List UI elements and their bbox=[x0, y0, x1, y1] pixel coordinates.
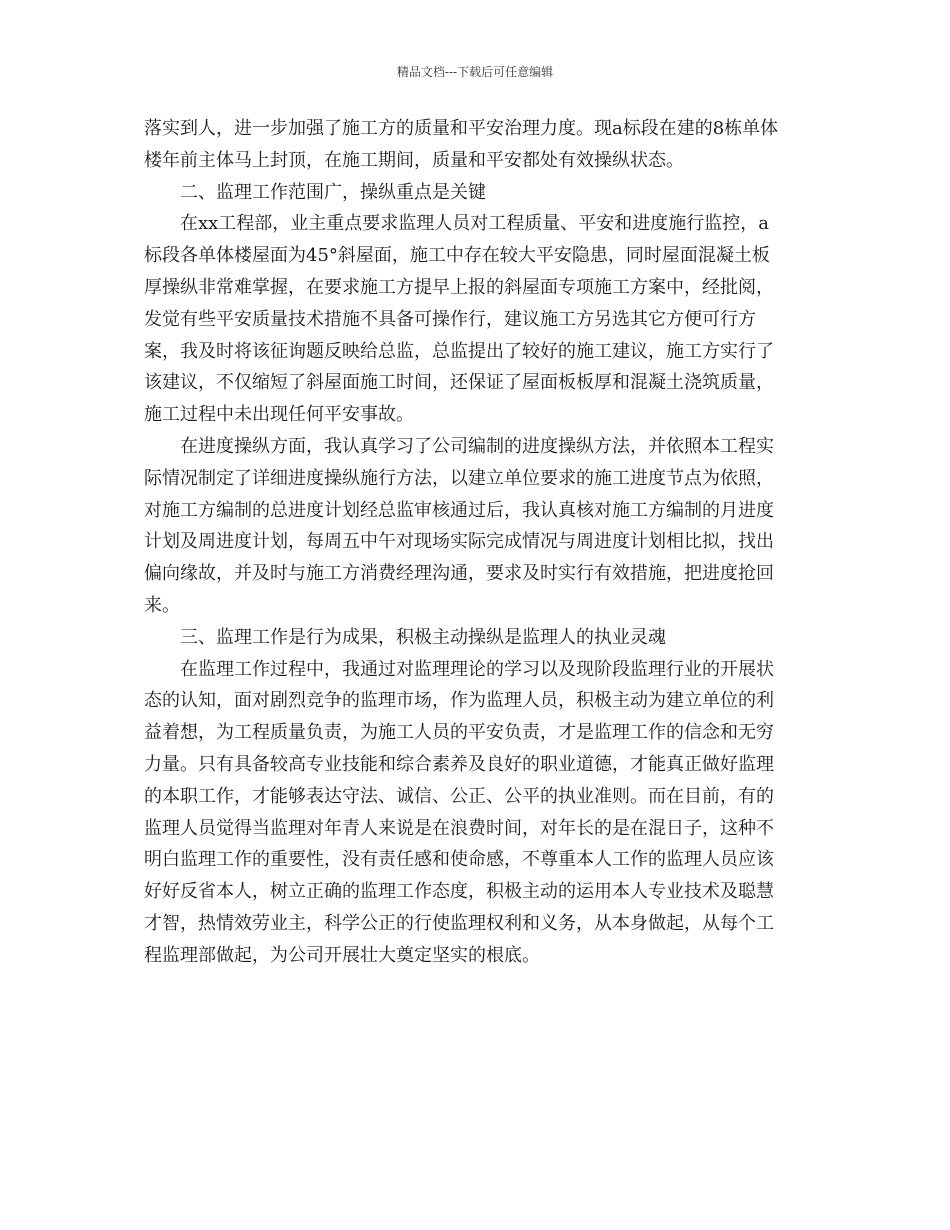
text-line: 该建议，不仅缩短了斜屋面施工时间，还保证了屋面板板厚和混凝土浇筑质量， bbox=[144, 372, 774, 394]
text-line: 在进度操纵方面，我认真学习了公司编制的进度操纵方法，并依照本工程实 bbox=[180, 435, 774, 457]
text-line: 在监理工作过程中，我通过对监理理论的学习以及现阶段监理行业的开展状 bbox=[180, 658, 774, 680]
text-line: 偏向缘故，并及时与施工方消费经理沟通，要求及时实行有效措施，把进度抢回 bbox=[144, 563, 774, 585]
text-line: 落实到人，进一步加强了施工方的质量和平安治理力度。现a标段在建的8栋单体 bbox=[144, 118, 779, 139]
text-line: 三、监理工作是行为成果，积极主动操纵是监理人的执业灵魂 bbox=[180, 626, 666, 648]
text-line: 对施工方编制的总进度计划经总监审核通过后，我认真核对施工方编制的月进度 bbox=[144, 499, 774, 521]
document-body bbox=[144, 113, 812, 972]
text-line: 在xx工程部，业主重点要求监理人员对工程质量、平安和进度施行监控，a bbox=[180, 213, 770, 235]
page-header: 精品文档---下载后可任意编辑 bbox=[396, 65, 554, 79]
text-line: 施工过程中未出现任何平安事故。 bbox=[144, 404, 414, 426]
text-line: 态的认知，面对剧烈竞争的监理市场，作为监理人员，积极主动为建立单位的利 bbox=[144, 690, 774, 712]
text-line: 楼年前主体马上封顶，在施工期间，质量和平安都处有效操纵状态。 bbox=[144, 149, 684, 171]
text-line: 际情况制定了详细进度操纵施行方法，以建立单位要求的施工进度节点为依照， bbox=[144, 467, 774, 489]
text-line: 益着想，为工程质量负责，为施工人员的平安负责，才是监理工作的信念和无穷 bbox=[144, 722, 774, 744]
text-line: 二、监理工作范围广，操纵重点是关键 bbox=[180, 181, 486, 203]
text-line: 来。 bbox=[144, 594, 180, 616]
text-line: 发觉有些平安质量技术措施不具备可操作行，建议施工方另选其它方便可行方 bbox=[144, 308, 756, 330]
text-line: 监理人员觉得当监理对年青人来说是在浪费时间，对年长的是在混日子，这种不 bbox=[144, 817, 774, 839]
text-line: 案，我及时将该征询题反映给总监，总监提出了较好的施工建议，施工方实行了 bbox=[144, 340, 774, 362]
text-line: 程监理部做起，为公司开展壮大奠定坚实的根底。 bbox=[144, 944, 540, 966]
text-line: 才智，热情效劳业主，科学公正的行使监理权利和义务，从本身做起，从每个工 bbox=[144, 912, 774, 934]
text-line: 明白监理工作的重要性，没有责任感和使命感，不尊重本人工作的监理人员应该 bbox=[144, 849, 774, 871]
text-line: 计划及周进度计划，每周五中午对现场实际完成情况与周进度计划相比拟，找出 bbox=[144, 531, 774, 553]
text-line: 力量。只有具备较高专业技能和综合素养及良好的职业道德，才能真正做好监理 bbox=[144, 753, 774, 775]
text-line: 标段各单体楼屋面为45°斜屋面，施工中存在较大平安隐患，同时屋面混凝土板 bbox=[144, 245, 770, 267]
text-line: 厚操纵非常难掌握，在要求施工方提早上报的斜屋面专项施工方案中，经批阅， bbox=[144, 276, 774, 298]
text-line: 的本职工作，才能够表达守法、诚信、公正、公平的执业准则。而在目前，有的 bbox=[144, 785, 774, 807]
text-line: 好好反省本人，树立正确的监理工作态度，积极主动的运用本人专业技术及聪慧 bbox=[144, 881, 774, 903]
